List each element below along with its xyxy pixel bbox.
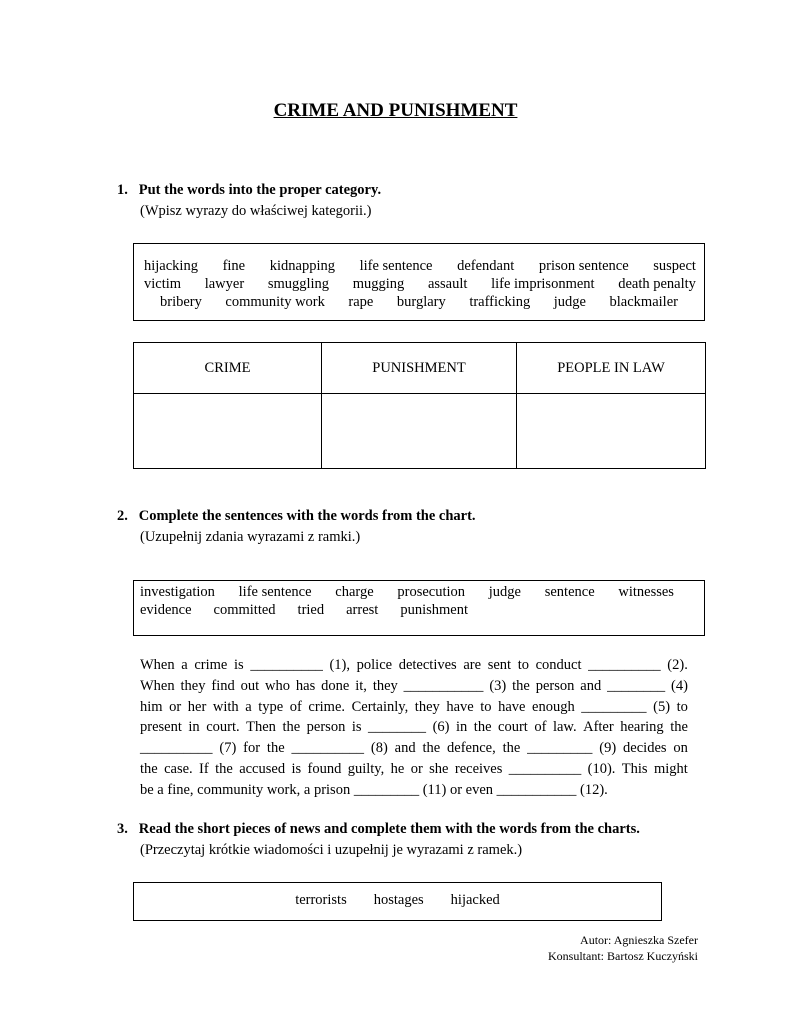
paragraph-word: have <box>498 698 526 715</box>
paragraph-word: they <box>180 677 206 694</box>
word-item: judge <box>488 584 521 600</box>
category-table <box>133 342 706 469</box>
paragraph-word: of <box>534 719 547 736</box>
paragraph-word: has <box>295 677 316 694</box>
paragraph-line <box>140 655 688 676</box>
paragraph-word: have <box>446 698 474 715</box>
exercise-1-translation: (Wpisz wyrazy do właściwej kategorii.) <box>140 203 372 219</box>
exercise-3-translation: (Przeczytaj krótkie wiadomości i uzupełnij je wyrazami z ramek.) <box>140 842 523 858</box>
paragraph-word: the <box>502 740 521 757</box>
paragraph-word: hearing <box>620 719 664 736</box>
word-item: burglary <box>396 294 446 310</box>
word-box-row <box>144 257 696 275</box>
word-item: charge <box>335 584 374 600</box>
paragraph-word: the <box>670 719 688 736</box>
paragraph-word: decides <box>623 740 667 757</box>
paragraph-word: might <box>653 760 688 777</box>
exercise-1-instruction: Put the words into the proper category. <box>138 182 382 198</box>
paragraph-word: (3) <box>489 677 507 694</box>
paragraph-word: the <box>215 760 233 777</box>
word-item: fine <box>222 258 246 274</box>
paragraph-word: find <box>211 677 235 694</box>
paragraph-word: guilty, <box>347 760 385 777</box>
paragraph-word: type <box>258 698 284 715</box>
table-answer-row <box>134 394 706 469</box>
paragraph-word: (6) <box>432 719 450 736</box>
word-item: terrorists <box>295 892 347 908</box>
paragraph-line <box>140 697 688 718</box>
paragraph-line: be a fine, community work, a prison _________ (11) or even ___________ (12). <box>140 781 608 798</box>
paragraph-word: crime. <box>308 698 346 715</box>
word-box-row <box>144 293 696 311</box>
column-header-crime: CRIME <box>134 343 322 394</box>
paragraph-word: (1), <box>329 657 350 673</box>
paragraph-word: are <box>463 657 482 673</box>
paragraph-word: Certainly, <box>351 698 409 715</box>
paragraph-word: (8) <box>370 740 388 757</box>
paragraph-word: court. <box>206 719 240 736</box>
answer-cell-punishment[interactable] <box>322 394 517 469</box>
paragraph-word: with <box>212 698 239 715</box>
paragraph-word: receives <box>454 760 503 777</box>
paragraph-word: or <box>169 698 182 715</box>
paragraph-word: present <box>140 719 182 736</box>
paragraph-word: in <box>456 719 468 736</box>
paragraph-word: the <box>422 740 441 757</box>
answer-cell-crime[interactable] <box>134 394 322 469</box>
paragraph-word: to <box>517 657 529 673</box>
exercise-2-translation: (Uzupełnij zdania wyrazami z ramki.) <box>140 529 361 545</box>
paragraph-word: the <box>512 677 530 694</box>
paragraph-word: him <box>140 698 163 715</box>
word-item: punishment <box>400 602 468 618</box>
paragraph-word: to <box>676 698 688 715</box>
paragraph-word: enough <box>532 698 575 715</box>
word-item: blackmailer <box>609 294 678 310</box>
paragraph-word: __________ <box>291 740 364 757</box>
paragraph-word: ________ <box>607 677 666 694</box>
paragraph-word: who <box>265 677 291 694</box>
word-item: prosecution <box>397 584 466 600</box>
paragraph-word: her <box>187 698 207 715</box>
exercise-1-heading <box>117 182 381 199</box>
word-item: mugging <box>352 276 405 292</box>
paragraph-word: person <box>306 719 346 736</box>
word-item: prison sentence <box>538 258 629 274</box>
paragraph-word: If <box>199 760 209 777</box>
paragraph-word: sent <box>487 657 512 673</box>
word-item: hijacked <box>450 892 500 908</box>
paragraph-word: police <box>356 657 393 673</box>
paragraph-word: a <box>181 657 188 673</box>
paragraph-line <box>140 717 688 738</box>
paragraph-word: ___________ <box>403 677 484 694</box>
word-item: rape <box>348 294 374 310</box>
paragraph-word: it, <box>355 677 367 694</box>
paragraph-word: a <box>245 698 252 715</box>
word-item: arrest <box>346 602 379 618</box>
paragraph-word: defence, <box>447 740 496 757</box>
paragraph-word: in <box>188 719 200 736</box>
answer-cell-people-in-law[interactable] <box>517 394 706 469</box>
paragraph-word: found <box>307 760 342 777</box>
word-item: committed <box>213 602 276 618</box>
paragraph-word: or <box>410 760 423 777</box>
paragraph-line <box>140 738 688 759</box>
paragraph-word: conduct <box>535 657 582 673</box>
column-header-punishment: PUNISHMENT <box>322 343 517 394</box>
paragraph-word: ________ <box>368 719 427 736</box>
exercise-3-heading <box>117 821 640 838</box>
table-header-row <box>134 343 706 394</box>
word-item: assault <box>427 276 468 292</box>
paragraph-line <box>140 676 688 697</box>
word-item: kidnapping <box>269 258 335 274</box>
paragraph-word: the <box>266 740 285 757</box>
word-item: smuggling <box>267 276 330 292</box>
exercise-2-word-box <box>133 580 705 636</box>
word-item: suspect <box>653 258 696 274</box>
paragraph-word: to <box>480 698 492 715</box>
paragraph-word: When <box>140 657 175 673</box>
word-item: victim <box>144 276 182 292</box>
paragraph-word: for <box>243 740 261 757</box>
word-item: life sentence <box>238 584 312 600</box>
word-item: life sentence <box>359 258 433 274</box>
exercise-2-number: 2. <box>117 508 128 524</box>
paragraph-word: out <box>240 677 260 694</box>
paragraph-word: law. <box>552 719 577 736</box>
paragraph-word: case. <box>164 760 193 777</box>
exercise-3-instruction: Read the short pieces of news and complete them with the words from the charts. <box>138 821 640 837</box>
paragraph-word: (9) <box>599 740 617 757</box>
paragraph-word: they <box>414 698 440 715</box>
footer-author: Autor: Agnieszka Szefer <box>580 933 698 947</box>
paragraph-word: This <box>621 760 648 777</box>
paragraph-word: he <box>390 760 405 777</box>
word-item: hijacking <box>144 258 198 274</box>
word-item: evidence <box>140 602 192 618</box>
paragraph-word: crime <box>194 657 228 673</box>
word-box-row <box>144 275 696 293</box>
paragraph-word: When <box>140 677 175 694</box>
word-item: life imprisonment <box>491 276 595 292</box>
word-item: hostages <box>373 892 424 908</box>
word-item: bribery <box>160 294 202 310</box>
paragraph-word: __________ <box>140 740 213 757</box>
paragraph-word: accused <box>239 760 286 777</box>
paragraph-word: (2). <box>667 657 688 673</box>
word-item: judge <box>553 294 586 310</box>
paragraph-word: is <box>351 719 362 736</box>
word-item: trafficking <box>469 294 531 310</box>
paragraph-word: the <box>473 719 492 736</box>
paragraph-word: done <box>321 677 350 694</box>
exercise-2-paragraph <box>140 655 688 801</box>
paragraph-word: Then <box>246 719 276 736</box>
word-box-row <box>140 583 674 601</box>
word-item: witnesses <box>618 584 674 600</box>
paragraph-word: (7) <box>219 740 237 757</box>
word-item: community work <box>225 294 325 310</box>
footer-consultant: Konsultant: Bartosz Kuczyński <box>548 949 698 963</box>
paragraph-word: After <box>583 719 614 736</box>
paragraph-word: is <box>291 760 302 777</box>
paragraph-word: __________ <box>508 760 582 777</box>
paragraph-line <box>140 759 688 780</box>
exercise-3-number: 3. <box>117 821 128 837</box>
paragraph-word: is <box>234 657 244 673</box>
exercise-3-word-box <box>133 882 662 921</box>
word-item: lawyer <box>204 276 245 292</box>
paragraph-word: of <box>289 698 302 715</box>
paragraph-word: _________ <box>527 740 593 757</box>
word-item: tried <box>297 602 325 618</box>
word-item: investigation <box>140 584 215 600</box>
word-item: sentence <box>544 584 595 600</box>
paragraph-word: _________ <box>581 698 647 715</box>
paragraph-word: (4) <box>671 677 688 694</box>
paragraph-word: and <box>394 740 416 757</box>
word-item: defendant <box>457 258 515 274</box>
paragraph-word: detectives <box>398 657 457 673</box>
paragraph-word: the <box>140 760 158 777</box>
word-box-row <box>140 601 674 619</box>
footer-credits <box>548 932 698 964</box>
exercise-1-word-box <box>133 243 705 321</box>
paragraph-word: on <box>673 740 688 757</box>
paragraph-word: __________ <box>588 657 661 673</box>
paragraph-word: she <box>429 760 449 777</box>
paragraph-word: person <box>535 677 575 694</box>
exercise-1-number: 1. <box>117 182 128 198</box>
exercise-2-instruction: Complete the sentences with the words from the chart. <box>138 508 476 524</box>
paragraph-word: (10). <box>587 760 616 777</box>
paragraph-word: (5) <box>653 698 671 715</box>
page-title: CRIME AND PUNISHMENT <box>273 100 518 121</box>
paragraph-word: and <box>580 677 602 694</box>
exercise-2-heading <box>117 508 476 525</box>
word-item: death penalty <box>618 276 696 292</box>
paragraph-word: they <box>372 677 398 694</box>
paragraph-word: the <box>282 719 301 736</box>
paragraph-word: court <box>498 719 528 736</box>
paragraph-word: __________ <box>250 657 323 673</box>
column-header-people-in-law: PEOPLE IN LAW <box>517 343 706 394</box>
